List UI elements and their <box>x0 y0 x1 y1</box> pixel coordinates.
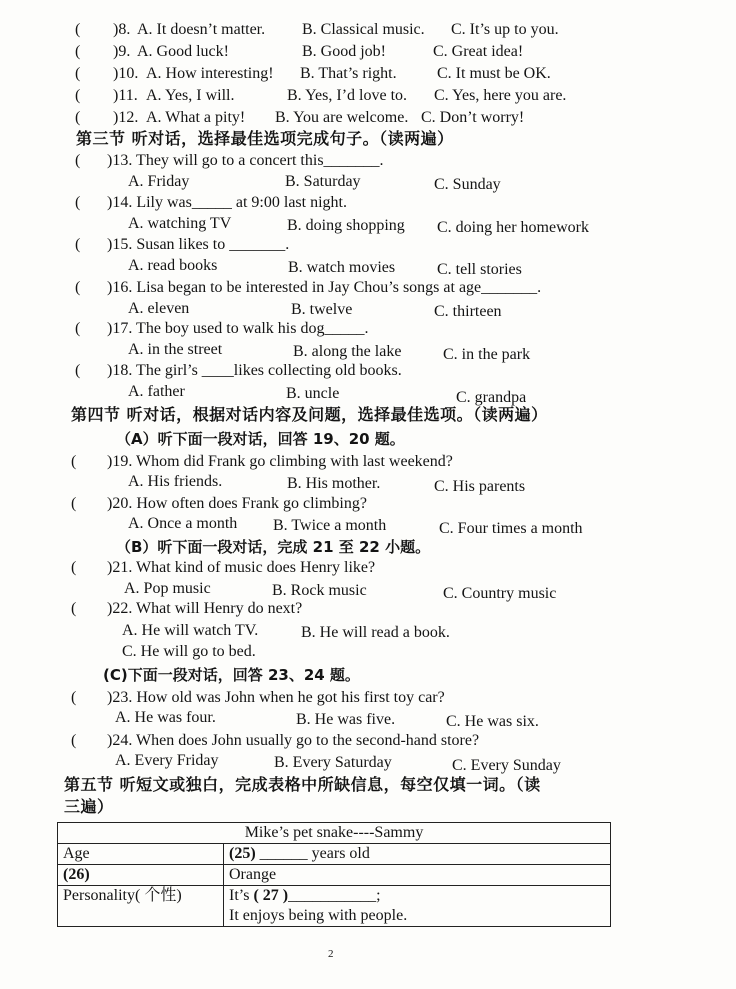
answer-paren: ( <box>71 453 77 470</box>
item-number: )9. <box>113 43 131 60</box>
section4-heading: 第四节 听对话，根据对话内容及问题，选择最佳选项。（读两遍） <box>71 405 548 424</box>
question-21-stem: )21. What kind of music does Henry like? <box>107 559 376 576</box>
personality-line-2: It enjoys being with people. <box>229 907 408 924</box>
age-value <box>224 844 611 865</box>
answer-paren: ( <box>71 559 77 576</box>
option-b: B. Classical music. <box>302 21 425 38</box>
answer-paren: ( <box>71 600 77 617</box>
personality-label: Personality( 个性) <box>58 886 224 927</box>
option-b: B. Twice a month <box>273 517 387 534</box>
question-14-stem: )14. Lily was_____ at 9:00 last night. <box>107 194 347 211</box>
option-a: A. How interesting! <box>146 65 274 82</box>
option-b: B. His mother. <box>287 475 381 492</box>
personality-line-1 <box>229 886 605 906</box>
answer-paren: ( <box>75 21 81 38</box>
option-c: C. Sunday <box>434 176 501 193</box>
option-c: C. Great idea! <box>433 43 524 60</box>
personality-prefix: It’s <box>229 887 254 904</box>
question-18-stem: )18. The girl’s ____likes collecting old books. <box>107 362 402 379</box>
option-a: A. Once a month <box>128 515 238 532</box>
option-b: B. He will read a book. <box>301 624 450 641</box>
section4-part-b: （B）听下面一段对话，完成 21 至 22 小题。 <box>116 538 431 556</box>
answer-paren: ( <box>75 236 81 253</box>
answer-paren: ( <box>75 65 81 82</box>
question-24-stem: )24. When does John usually go to the second-hand store? <box>107 732 480 749</box>
question-20-stem: )20. How often does Frank go climbing? <box>107 495 367 512</box>
answer-paren: ( <box>75 43 81 60</box>
option-c: C. It’s up to you. <box>451 21 559 38</box>
answer-paren: ( <box>75 87 81 104</box>
option-b: B. twelve <box>291 301 353 318</box>
option-b: B. He was five. <box>296 711 396 728</box>
answer-paren: ( <box>71 732 77 749</box>
option-b: B. That’s right. <box>300 65 397 82</box>
answer-paren: ( <box>71 495 77 512</box>
option-c: C. tell stories <box>437 261 522 278</box>
answer-paren: ( <box>75 152 81 169</box>
section4-part-a: （A）听下面一段对话，回答 19、20 题。 <box>116 430 405 448</box>
option-a: A. What a pity! <box>146 109 246 126</box>
option-b: B. Yes, I’d love to. <box>287 87 408 104</box>
page-number: 2 <box>328 948 334 960</box>
option-a: A. watching TV <box>128 215 232 232</box>
option-c: C. He will go to bed. <box>122 643 256 660</box>
option-a: A. He will watch TV. <box>122 622 259 639</box>
option-c: C. Every Sunday <box>452 757 561 774</box>
option-a: A. read books <box>128 257 218 274</box>
age-suffix: ______ years old <box>255 845 370 862</box>
blank-26-label: (26) <box>58 865 224 886</box>
option-b: B. Good job! <box>302 43 386 60</box>
option-c: C. His parents <box>434 478 526 495</box>
pet-info-table <box>57 822 611 927</box>
blank-25: (25) <box>229 845 256 862</box>
option-a: A. in the street <box>128 341 223 358</box>
option-c: C. thirteen <box>434 303 502 320</box>
blank-27: ( 27 ) <box>253 887 289 904</box>
option-a: A. Yes, I will. <box>146 87 235 104</box>
option-b: B. Every Saturday <box>274 754 392 771</box>
option-a: A. father <box>128 383 185 400</box>
option-a: A. His friends. <box>128 473 223 490</box>
option-c: C. grandpa <box>456 389 527 406</box>
question-23-stem: )23. How old was John when he got his first toy car? <box>107 689 445 706</box>
question-13-stem: )13. They will go to a concert this_______. <box>107 152 384 169</box>
item-number: )12. <box>113 109 139 126</box>
option-a: A. Friday <box>128 173 190 190</box>
section4-part-c: (C)下面一段对话，回答 23、24 题。 <box>103 666 360 684</box>
item-number: )11. <box>113 87 138 104</box>
option-c: C. He was six. <box>446 713 539 730</box>
option-b: B. uncle <box>286 385 340 402</box>
item-number: )8. <box>113 21 131 38</box>
answer-paren: ( <box>75 279 81 296</box>
age-label: Age <box>58 844 224 865</box>
option-c: C. Four times a month <box>439 520 583 537</box>
answer-paren: ( <box>75 362 81 379</box>
question-17-stem: )17. The boy used to walk his dog_____. <box>107 320 369 337</box>
answer-paren: ( <box>75 109 81 126</box>
option-a: A. eleven <box>128 300 190 317</box>
answer-paren: ( <box>71 689 77 706</box>
option-b: B. watch movies <box>288 259 396 276</box>
option-a: A. He was four. <box>115 709 216 726</box>
option-a: A. Every Friday <box>115 752 219 769</box>
option-c: C. in the park <box>443 346 531 363</box>
answer-paren: ( <box>75 320 81 337</box>
option-a: A. Pop music <box>124 580 211 597</box>
personality-value <box>224 886 611 927</box>
question-22-stem: )22. What will Henry do next? <box>107 600 303 617</box>
answer-paren: ( <box>75 194 81 211</box>
option-a: A. It doesn’t matter. <box>137 21 266 38</box>
option-b: B. Rock music <box>272 582 367 599</box>
item-number: )10. <box>113 65 139 82</box>
option-c: C. Country music <box>443 585 557 602</box>
option-b: B. along the lake <box>293 343 402 360</box>
option-b: B. doing shopping <box>287 217 405 234</box>
option-a: A. Good luck! <box>137 43 229 60</box>
option-c: C. Don’t worry! <box>421 109 525 126</box>
section3-heading: 第三节 听对话，选择最佳选项完成句子。（读两遍） <box>76 129 454 148</box>
question-15-stem: )15. Susan likes to _______. <box>107 236 290 253</box>
option-c: C. doing her homework <box>437 219 589 236</box>
option-c: C. Yes, here you are. <box>434 87 567 104</box>
option-c: C. It must be OK. <box>437 65 551 82</box>
option-b: B. You are welcome. <box>275 109 409 126</box>
color-value: Orange <box>224 865 611 886</box>
question-19-stem: )19. Whom did Frank go climbing with last weekend? <box>107 453 453 470</box>
option-b: B. Saturday <box>285 173 361 190</box>
section5-heading: 第五节 听短文或独白，完成表格中所缺信息，每空仅填一词。（读 <box>64 775 541 794</box>
section5-heading-cont: 三遍） <box>64 797 114 816</box>
table-title: Mike’s pet snake----Sammy <box>58 823 611 844</box>
question-16-stem: )16. Lisa began to be interested in Jay Chou’s songs at age_______. <box>107 279 542 296</box>
personality-suffix: ___________; <box>288 887 381 904</box>
